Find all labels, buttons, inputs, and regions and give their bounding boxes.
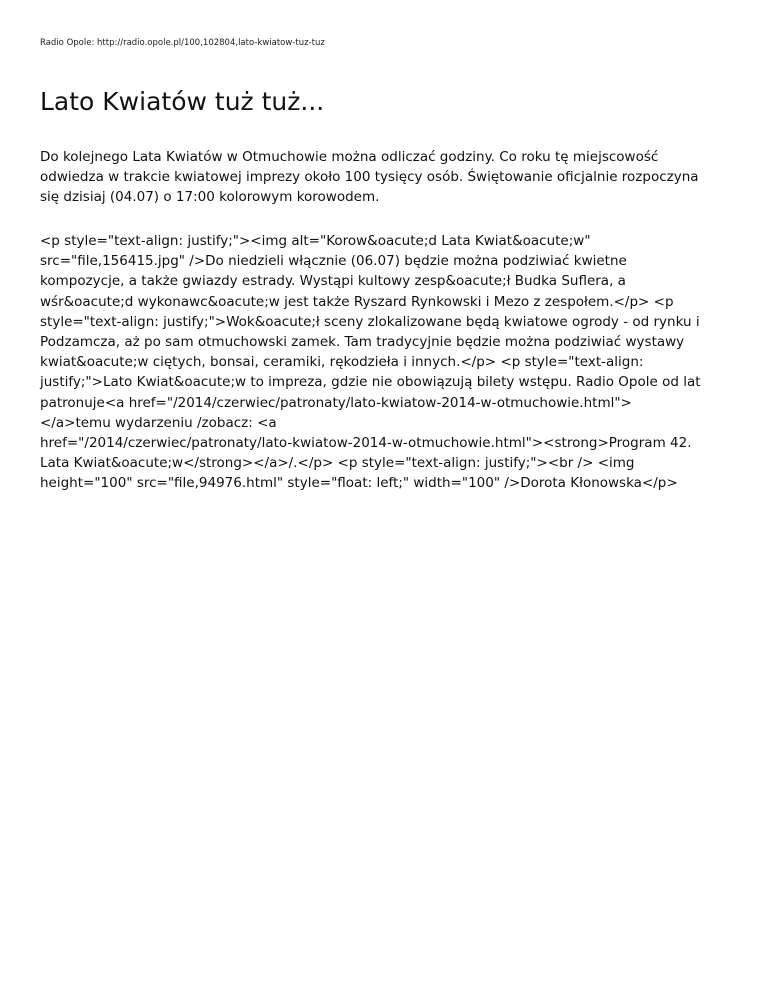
article-raw-html-content: <p style="text-align: justify;"><img alt="Korow&oacute;d Lata Kwiat&oacute;w" src="file,156415.jpg" />Do niedzieli włącznie (06.07) będzie można podziwiać kwietne kompozycje, a także gwiazdy estrady. Wystąpi kultowy zesp&oacute;ł Budka Suflera, a wśr&oacute;d wykonawc&oacute;w jest także Ryszard Rynkowski i Mezo z zespołem.</p> <p style="text-align: justify;">Wok&oacute;ł sceny zlokalizowane będą kwiatowe ogrody - od rynku i Podzamcza, aż po sam otmuchowski zamek. Tam tradycyjnie będzie można podziwiać wystawy kwiat&oacute;w ciętych, bonsai, ceramiki, rękodzieła i innych.</p> <p style="text-align: justify;">Lato Kwiat&oacute;w to impreza, gdzie nie obowiązują bilety wstępu. Radio Opole od lat patronuje<a href="/2014/czerwiec/patronaty/lato-kwiatow-2014-w-otmuchowie.html"> </a>temu wydarzeniu /zobacz: <a href="/2014/czerwiec/patronaty/lato-kwiatow-2014-w-otmuchowie.html"><strong>Program 42. Lata Kwiat&oacute;w</strong></a>/.</p> <p style="text-align: justify;"><br /> <img height="100" src="file,94976.html" style="float: left;" width="100" />Dorota Kłonowska</p> — [40, 233, 701, 492]
article-title: Lato Kwiatów tuż tuż... — [40, 87, 325, 116]
article-lead: Do kolejnego Lata Kwiatów w Otmuchowie można odliczać godziny. Co roku tę miejscowość odwiedza w trakcie kwiatowej imprezy około 100 tysięcy osób. Świętowanie oficjalnie rozpoczyna się dzisiaj (04.07) o 17:00 kolorowym korowodem. — [40, 149, 699, 206]
source-url-line: Radio Opole: http://radio.opole.pl/100,102804,lato-kwiatow-tuz-tuz — [40, 38, 325, 48]
